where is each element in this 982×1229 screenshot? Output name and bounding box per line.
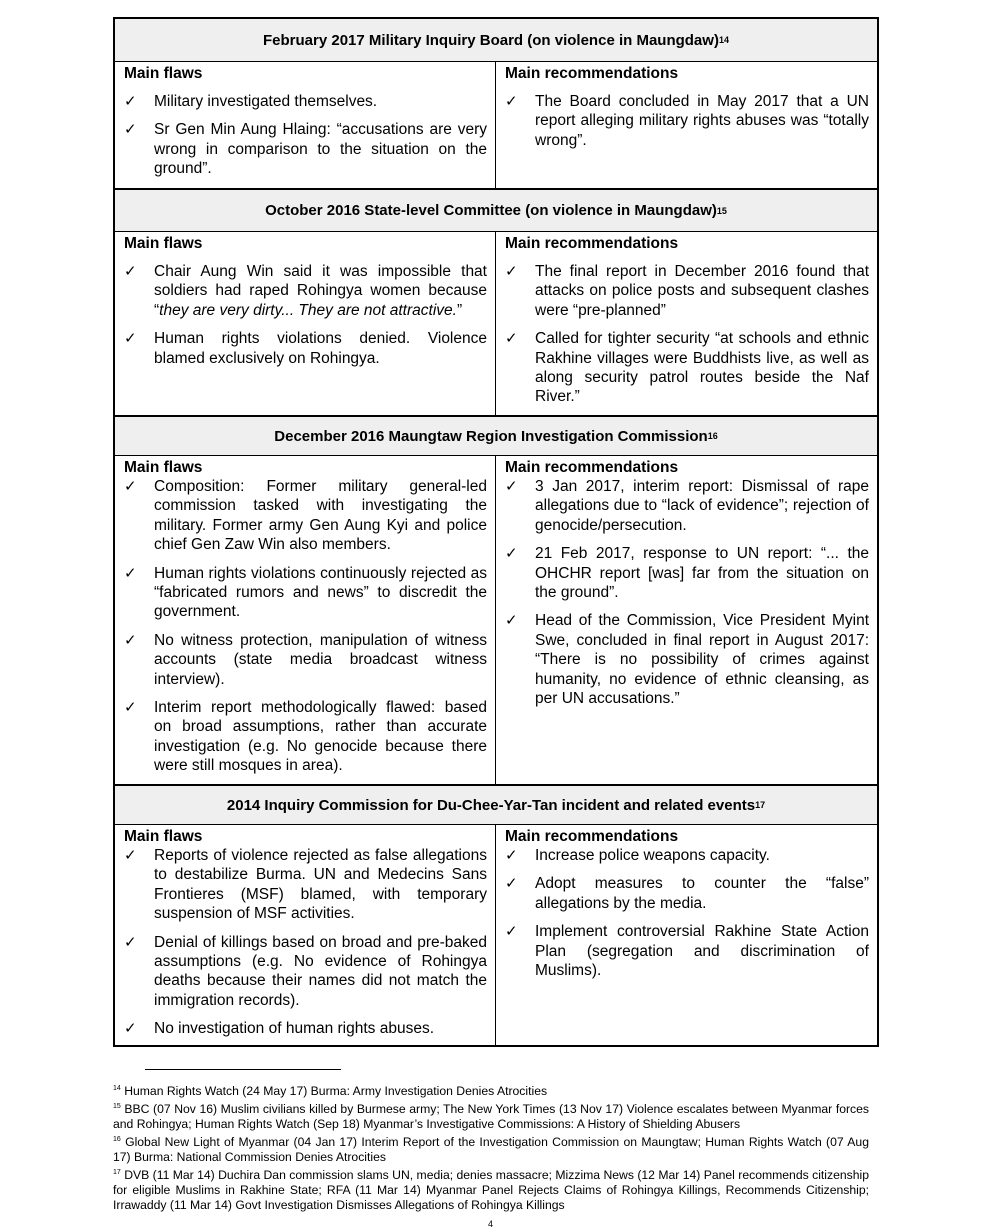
list-item: ✓ 21 Feb 2017, response to UN report: “... the OHCHR report [was] far from the situation on the ground”.	[505, 545, 869, 602]
section-heading	[115, 415, 877, 456]
recommendations-list	[505, 92, 869, 150]
checkmark-icon: ✓	[505, 478, 518, 495]
section-heading	[115, 188, 877, 232]
section-state-level-committee	[115, 188, 877, 415]
recommendations-column	[496, 62, 877, 188]
recommendations-column	[496, 232, 877, 415]
recommendations-heading: Main recommendations	[505, 828, 679, 845]
italic-quote: they are very dirty... They are not attractive.	[159, 301, 457, 319]
checkmark-icon: ✓	[124, 1020, 137, 1038]
footnote-ref: 15	[716, 205, 727, 216]
flaws-column	[115, 456, 496, 784]
flaws-list	[124, 262, 487, 368]
section-du-chee-yar-tan-commission	[115, 784, 877, 1045]
recommendations-heading: Main recommendations	[505, 459, 679, 476]
checkmark-icon: ✓	[505, 330, 518, 348]
flaws-list	[124, 846, 487, 1039]
list-item: ✓ 3 Jan 2017, interim report: Dismissal of rape allegations due to “lack of evidence”; rejection of genocide/persecution.	[505, 478, 869, 534]
checkmark-icon: ✓	[505, 545, 518, 563]
section-heading	[115, 784, 877, 825]
list-item: ✓ Human rights violations continuously rejected as “fabricated rumors and news” to discredit the government.	[124, 564, 487, 621]
checkmark-icon: ✓	[505, 612, 518, 630]
footnote-separator	[145, 1069, 341, 1070]
flaws-heading: Main flaws	[124, 459, 203, 476]
checkmark-icon: ✓	[505, 847, 518, 864]
section-title: October 2016 State-level Committee (on violence in Maungdaw)	[265, 202, 717, 219]
footnote-15: $^{15}$ BBC (07 Nov 16) Muslim civilians killed by Burmese army; The New York Times (13 Nov 17) Violence escalates between Myanmar forces and Rohingya; Human Rights Watch (Sep 18) Myanmar’s Investigative Commissions: A History of Shielding Abusers	[113, 1102, 870, 1132]
list-item: ✓ No investigation of human rights abuses.	[124, 1020, 435, 1038]
flaws-column	[115, 62, 496, 188]
list-item: ✓ Reports of violence rejected as false allegations to destabilize Burma. UN and Medecins Sans Frontieres (MSF) blamed, with temporary suspension of MSF activities.	[124, 847, 487, 923]
checkmark-icon: ✓	[124, 121, 137, 139]
flaws-heading: Main flaws	[124, 828, 203, 845]
commissions-table	[113, 17, 879, 1047]
section-title: 2014 Inquiry Commission for Du-Chee-Yar-Tan incident and related events	[226, 796, 756, 814]
footnote-14: $^{14}$ Human Rights Watch (24 May 17) Burma: Army Investigation Denies Atrocities	[113, 1084, 548, 1099]
recommendations-column	[496, 825, 877, 1045]
footnotes	[113, 1081, 869, 1213]
recommendations-list	[505, 846, 869, 980]
flaws-heading: Main flaws	[124, 235, 203, 252]
checkmark-icon: ✓	[505, 93, 518, 110]
list-item: ✓ Adopt measures to counter the “false” allegations by the media.	[505, 875, 869, 912]
flaws-column	[115, 232, 496, 415]
list-item: ✓ Interim report methodologically flawed: based on broad assumptions, rather than accurate investigation (e.g. No genocide because there were still mosques in area).	[124, 699, 487, 775]
flaws-column	[115, 825, 496, 1045]
checkmark-icon: ✓	[505, 923, 518, 941]
checkmark-icon: ✓	[124, 478, 137, 495]
list-item: ✓ The final report in December 2016 found that attacks on police posts and subsequent clashes were “pre-planned”	[505, 263, 869, 319]
flaws-list	[124, 477, 487, 776]
flaws-list	[124, 92, 487, 179]
checkmark-icon: ✓	[124, 847, 137, 864]
checkmark-icon: ✓	[124, 93, 137, 110]
flaws-heading: Main flaws	[124, 65, 203, 82]
list-item: ✓ Implement controversial Rakhine State Action Plan (segregation and discrimination of Muslims).	[505, 923, 869, 980]
section-maungtaw-investigation-commission	[115, 415, 877, 784]
list-item: ✓ Increase police weapons capacity.	[505, 847, 770, 864]
recommendations-column	[496, 456, 877, 784]
list-item: ✓ Human rights violations denied. Violence blamed exclusively on Rohingya.	[124, 330, 487, 367]
footnote-16: $^{16}$ Global New Light of Myanmar (04 Jan 17) Interim Report of the Investigation Commission on Maungtaw; Human Rights Watch (07 Aug 17) Burma: National Commission Denies Atrocities	[113, 1135, 869, 1165]
checkmark-icon: ✓	[124, 330, 137, 348]
footnote-ref: 16	[707, 431, 718, 441]
list-item: ✓ Denial of killings based on broad and pre-baked assumptions (e.g. No evidence of Rohingya deaths because their names did not match the immigration records).	[124, 933, 487, 1009]
recommendations-heading: Main recommendations	[505, 235, 679, 252]
recommendations-heading: Main recommendations	[505, 65, 679, 82]
checkmark-icon: ✓	[124, 699, 137, 717]
checkmark-icon: ✓	[505, 875, 518, 893]
checkmark-icon: ✓	[124, 933, 137, 951]
list-item: ✓ Sr Gen Min Aung Hlaing: “accusations are very wrong in comparison to the situation on the ground”.	[124, 121, 487, 178]
footnote-ref: 14	[718, 35, 729, 45]
section-title: December 2016 Maungtaw Region Investigation Commission	[274, 427, 708, 445]
checkmark-icon: ✓	[505, 263, 518, 280]
section-heading	[115, 19, 877, 62]
list-item: ✓ Composition: Former military general-led commission tasked with investigating the military. Former army Gen Aung Kyi and police chief Gen Zaw Win also members.	[124, 478, 487, 554]
footnote-ref: 17	[755, 800, 766, 810]
list-item: ✓ Head of the Commission, Vice President Myint Swe, concluded in final report in August 2017: “There is no possibility of crimes against humanity, no evidence of ethnic cleansing, as per UN accusations.”	[505, 612, 869, 708]
section-military-inquiry-board	[115, 19, 877, 188]
list-item: ✓ No witness protection, manipulation of witness accounts (state media broadcast witness interview).	[124, 631, 487, 688]
section-title: February 2017 Military Inquiry Board (on violence in Maungdaw)	[263, 31, 719, 49]
list-item: ✓ The Board concluded in May 2017 that a UN report alleging military rights abuses was “totally wrong”.	[505, 93, 869, 149]
checkmark-icon: ✓	[124, 631, 137, 649]
checkmark-icon: ✓	[124, 564, 137, 582]
recommendations-list	[505, 477, 869, 708]
list-item: ✓ Military investigated themselves.	[124, 93, 378, 110]
footnote-17: $^{17}$ DVB (11 Mar 14) Duchira Dan commission slams UN, media; denies massacre; Mizzima News (12 Mar 14) Panel recommends citizenship for eligible Muslims in Rakhine State; RFA (11 Mar 14) Myanmar Panel Rejects Claims of Rohingya Killings, Recommends Citizenship; Irrawaddy (11 Mar 14) Govt Investigation Dismisses Allegations of Rohingya Killings	[113, 1168, 869, 1213]
list-item: ✓ Called for tighter security “at schools and ethnic Rakhine villages were Buddhists live, as well as along security patrol routes beside the Naf River.”	[505, 330, 869, 406]
recommendations-list	[505, 262, 869, 407]
page-number: 4	[488, 1219, 494, 1229]
checkmark-icon: ✓	[124, 263, 137, 280]
list-item: ✓ Chair Aung Win said it was impossible that soldiers had raped Rohingya women because “they are very dirty... They are not attractive.”	[124, 263, 487, 319]
